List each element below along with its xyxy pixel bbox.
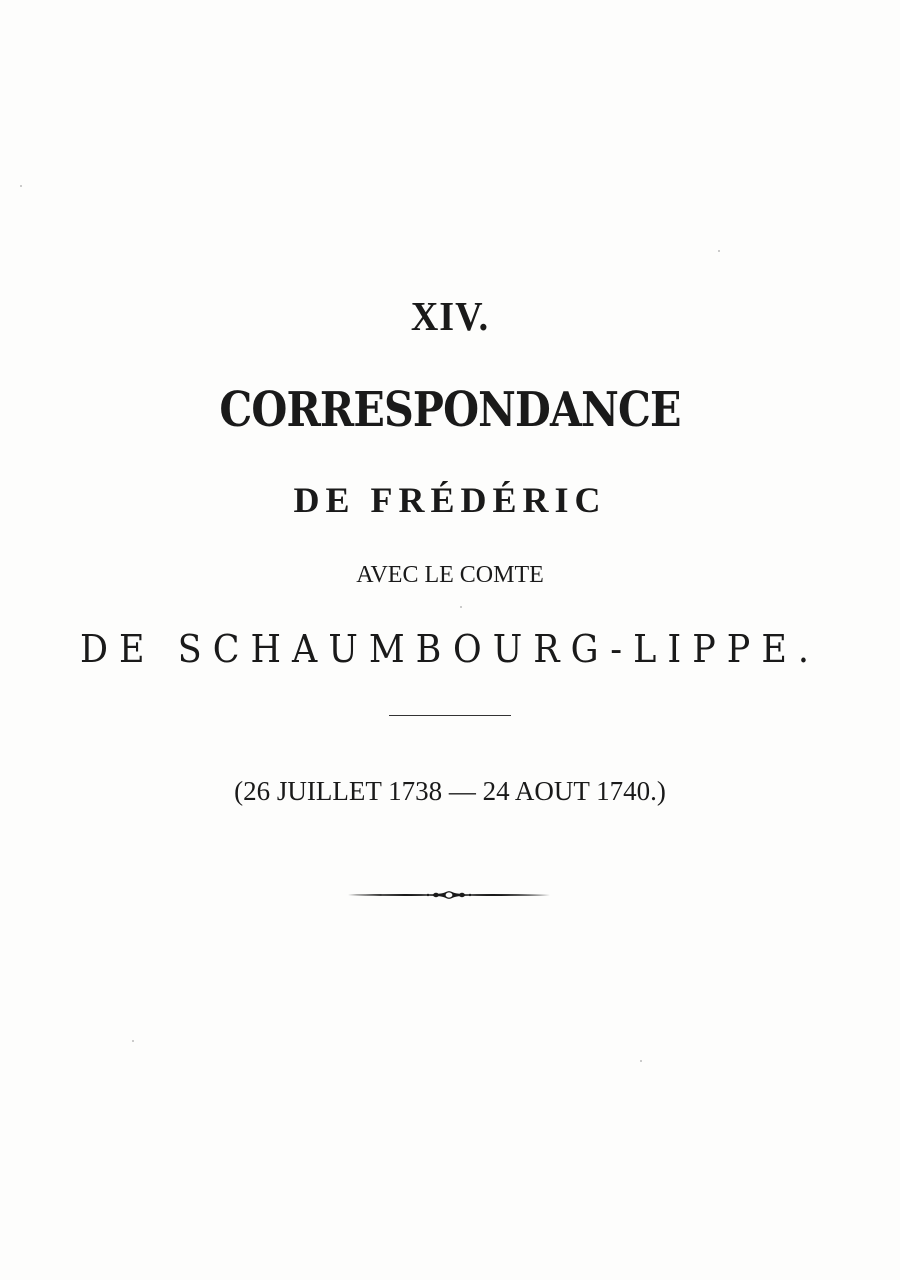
paper-speck <box>640 1060 642 1062</box>
page-title: CORRESPONDANCE <box>219 382 681 438</box>
subtitle-line-1: DE FRÉDÉRIC <box>293 480 607 520</box>
short-rule-divider <box>389 715 511 716</box>
paper-speck <box>20 185 22 187</box>
subtitle-line-2: AVEC LE COMTE <box>356 562 544 588</box>
date-range: (26 JUILLET 1738 — 24 AOUT 1740.) <box>234 776 666 806</box>
paper-speck <box>460 606 462 608</box>
ornamental-divider-icon <box>346 886 552 904</box>
paper-speck <box>718 250 720 252</box>
paper-speck <box>132 1040 134 1042</box>
subtitle-line-3: DE SCHAUMBOURG-LIPPE. <box>79 627 821 671</box>
chapter-numeral: XIV. <box>410 294 490 340</box>
